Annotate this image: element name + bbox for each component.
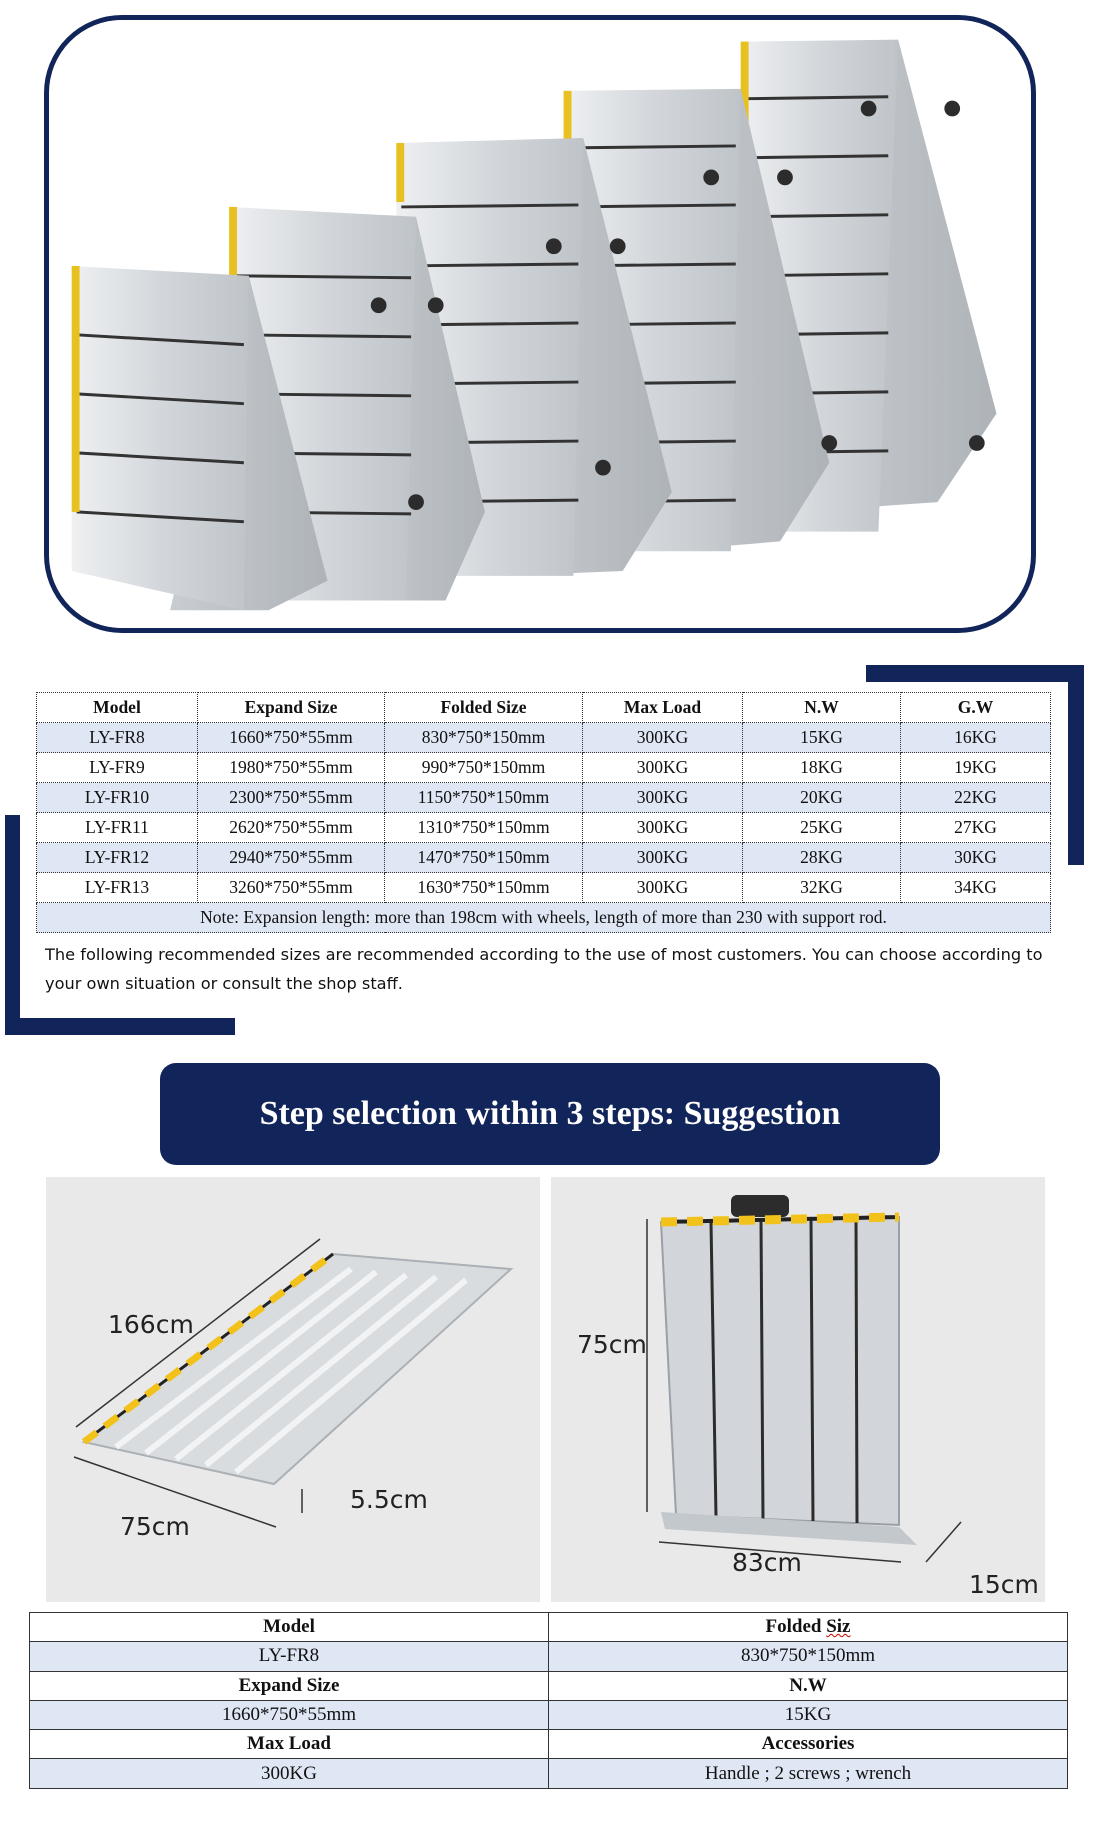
- spec-table: [36, 692, 1051, 933]
- label-folded-main: Folded: [765, 1616, 827, 1638]
- cell-nw: 15KG: [743, 723, 901, 753]
- cell-folded-size: 1470*750*150mm: [385, 843, 583, 873]
- decor-bar-left-vertical: [5, 815, 20, 1035]
- cell-max-load: 300KG: [583, 873, 743, 903]
- detail-table: [29, 1612, 1068, 1789]
- spec-header-row: [37, 693, 1051, 723]
- cell-max-load: 300KG: [583, 813, 743, 843]
- header-max-load: Max Load: [583, 693, 743, 723]
- cell-max-load: 300KG: [583, 783, 743, 813]
- cell-expand-size: 1660*750*55mm: [198, 723, 385, 753]
- cell-max-load: 300KG: [583, 723, 743, 753]
- expanded-ramp-photo: [46, 1177, 540, 1602]
- cell-expand-size: 2300*750*55mm: [198, 783, 385, 813]
- cell-nw: 25KG: [743, 813, 901, 843]
- dimension-length: 166cm: [108, 1310, 194, 1339]
- decor-bar-bottom-left: [5, 1018, 235, 1035]
- cell-model: LY-FR13: [37, 873, 198, 903]
- dimension-depth-folded: 15cm: [969, 1570, 1039, 1599]
- table-row: [30, 1671, 1068, 1700]
- table-row: [30, 1700, 1068, 1729]
- cell-expand-size: 2620*750*55mm: [198, 813, 385, 843]
- note-row: [37, 903, 1051, 933]
- table-row: [30, 1759, 1068, 1788]
- table-row: [30, 1613, 1068, 1642]
- header-nw: N.W: [743, 693, 901, 723]
- label-max-load: Max Load: [30, 1730, 549, 1759]
- dimension-thickness: 5.5cm: [350, 1485, 428, 1514]
- banner-title: Step selection within 3 steps: Suggestion: [259, 1095, 841, 1132]
- folded-ramp-illustration: [551, 1177, 1045, 1602]
- dimension-width-open: 75cm: [120, 1512, 190, 1541]
- dimension-height-folded: 75cm: [577, 1330, 647, 1359]
- cell-expand-size: 1980*750*55mm: [198, 753, 385, 783]
- cell-folded-size: 1150*750*150mm: [385, 783, 583, 813]
- cell-model: LY-FR11: [37, 813, 198, 843]
- cell-gw: 19KG: [901, 753, 1051, 783]
- cell-gw: 22KG: [901, 783, 1051, 813]
- cell-nw: 18KG: [743, 753, 901, 783]
- folded-ramp-photo: [551, 1177, 1045, 1602]
- cell-gw: 30KG: [901, 843, 1051, 873]
- cell-folded-size: 1630*750*150mm: [385, 873, 583, 903]
- decor-bar-right-vertical: [1068, 665, 1084, 865]
- label-nw: N.W: [549, 1671, 1068, 1700]
- cell-nw: 32KG: [743, 873, 901, 903]
- value-expand-size: 1660*750*55mm: [30, 1700, 549, 1729]
- cell-expand-size: 2940*750*55mm: [198, 843, 385, 873]
- value-max-load: 300KG: [30, 1759, 549, 1788]
- cell-gw: 34KG: [901, 873, 1051, 903]
- label-model: Model: [30, 1613, 549, 1642]
- cell-model: LY-FR8: [37, 723, 198, 753]
- header-gw: G.W: [901, 693, 1051, 723]
- value-accessories: Handle ; 2 screws ; wrench: [549, 1759, 1068, 1788]
- table-row: [37, 813, 1051, 843]
- cell-folded-size: 990*750*150mm: [385, 753, 583, 783]
- table-row: [37, 723, 1051, 753]
- cell-max-load: 300KG: [583, 843, 743, 873]
- label-expand-size: Expand Size: [30, 1671, 549, 1700]
- cell-nw: 20KG: [743, 783, 901, 813]
- cell-folded-size: 1310*750*150mm: [385, 813, 583, 843]
- cell-model: LY-FR9: [37, 753, 198, 783]
- cell-folded-size: 830*750*150mm: [385, 723, 583, 753]
- value-model: LY-FR8: [30, 1642, 549, 1671]
- value-folded-size: 830*750*150mm: [549, 1642, 1068, 1671]
- cell-gw: 16KG: [901, 723, 1051, 753]
- cell-expand-size: 3260*750*55mm: [198, 873, 385, 903]
- table-row: [37, 873, 1051, 903]
- label-folded-tail: Siz: [826, 1616, 851, 1638]
- dimension-width-folded: 83cm: [732, 1548, 802, 1577]
- cell-max-load: 300KG: [583, 753, 743, 783]
- table-row: [37, 753, 1051, 783]
- table-row: [37, 843, 1051, 873]
- decor-bar-top-right: [866, 665, 1084, 682]
- cell-nw: 28KG: [743, 843, 901, 873]
- table-row: [37, 783, 1051, 813]
- label-accessories: Accessories: [549, 1730, 1068, 1759]
- product-hero-frame: [44, 15, 1036, 633]
- folded-ramps-illustration: [49, 20, 1031, 628]
- cell-model: LY-FR12: [37, 843, 198, 873]
- cell-gw: 27KG: [901, 813, 1051, 843]
- table-row: [30, 1642, 1068, 1671]
- section-banner: [160, 1063, 940, 1165]
- recommendation-text: The following recommended sizes are recommended according to the use of most customers. You can choose according to your own situation or consult the shop staff.: [45, 945, 1043, 993]
- header-model: Model: [37, 693, 198, 723]
- header-folded-size: Folded Size: [385, 693, 583, 723]
- table-row: [30, 1730, 1068, 1759]
- expansion-note: Note: Expansion length: more than 198cm with wheels, length of more than 230 with support rod.: [37, 903, 1051, 933]
- header-expand-size: Expand Size: [198, 693, 385, 723]
- value-nw: 15KG: [549, 1700, 1068, 1729]
- cell-model: LY-FR10: [37, 783, 198, 813]
- label-folded-size: [549, 1613, 1068, 1642]
